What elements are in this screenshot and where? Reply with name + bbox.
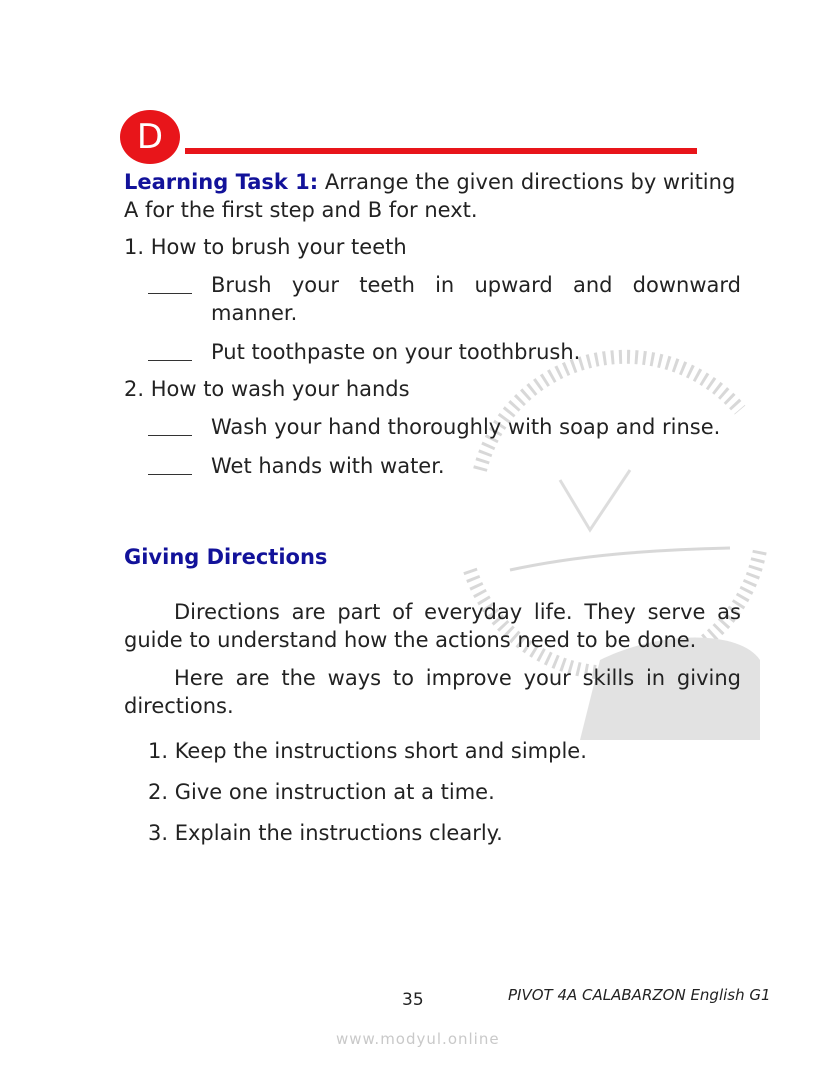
lesson-paragraph: Here are the ways to improve your skills in giving directions. [124,666,741,718]
lesson-heading: Giving Directions [124,545,328,569]
direction-item: Put toothpaste on your toothbrush. [211,340,581,364]
page-number: 35 [402,990,424,1010]
answer-blank[interactable] [148,293,192,294]
tip-item: 3. Explain the instructions clearly. [148,821,503,845]
site-watermark: www.modyul.online [336,1030,500,1048]
lesson-paragraph: Directions are part of everyday life. They serve as guide to understand how the actions need to be done. [124,600,741,652]
task-label: Learning Task 1: [124,170,319,194]
answer-blank[interactable] [148,435,192,436]
group-heading: 1. How to brush your teeth [124,235,407,259]
answer-blank[interactable] [148,474,192,475]
group-heading: 2. How to wash your hands [124,377,410,401]
learning-task-instructions [124,168,742,224]
direction-item: Wash your hand thoroughly with soap and rinse. [211,415,721,439]
section-badge: D [120,110,180,164]
footer-title: PIVOT 4A CALABARZON English G1 [508,986,771,1004]
tip-item: 1. Keep the instructions short and simple. [148,739,587,763]
direction-item: Wet hands with water. [211,454,445,478]
answer-blank[interactable] [148,360,192,361]
task-instruction: Arrange the given directions by writing A for the first step and B for next. [124,170,736,222]
section-divider [185,148,697,154]
tip-item: 2. Give one instruction at a time. [148,780,495,804]
direction-item: Brush your teeth in upward and downward manner. [211,273,741,325]
